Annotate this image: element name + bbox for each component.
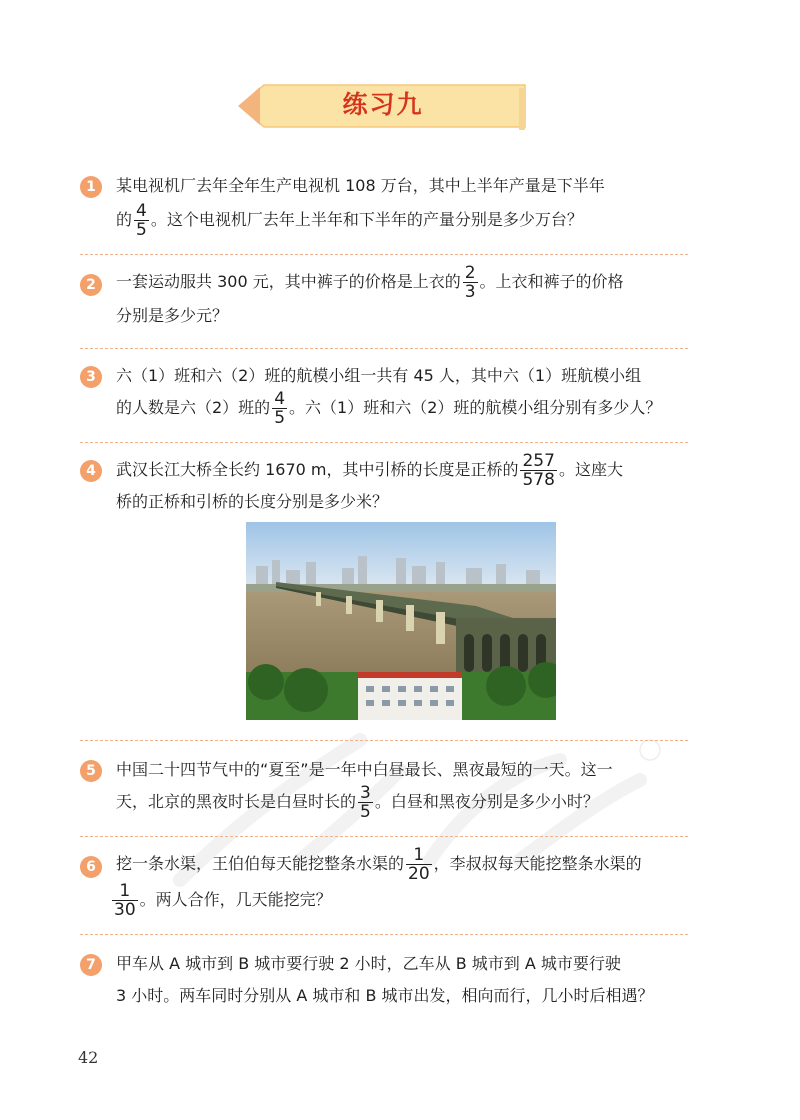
text-segment: 的 [116,210,133,229]
page-number: 42 [78,1048,99,1067]
bridge-photo [246,522,556,720]
problem-text-line [116,202,583,239]
text-segment: 武汉长江大桥全长约 1670 m，其中引桥的长度是正桥的 [116,460,519,479]
fraction-denominator: 30 [114,900,136,920]
problem-text-line [110,882,332,919]
text-segment: 。这个电视机厂去年上半年和下半年的产量分别是多少万台？ [150,210,583,229]
text-segment: 的人数是六（2）班的 [116,398,271,417]
text-segment: 。上衣和裤子的价格 [479,272,624,291]
fraction [406,846,432,883]
dashed-divider [80,934,688,935]
fraction-numerator: 1 [119,881,131,901]
dashed-divider [80,836,688,837]
problem-3 [80,364,700,434]
problem-number: 7 [80,954,102,976]
dashed-divider [80,740,688,741]
fraction-denominator: 3 [464,282,476,302]
text-segment: 。六（1）班和六（2）班的航模小组分别有多少人？ [289,398,662,417]
problem-5 [80,756,700,826]
problem-text-line: 中国二十四节气中的“夏至”是一年中白昼最长、黑夜最短的一天。这一 [116,760,613,779]
fraction-numerator: 4 [136,201,147,221]
fraction-denominator: 5 [360,802,371,822]
fraction-numerator: 2 [464,263,476,283]
dashed-divider [80,254,688,255]
problem-number: 3 [80,366,102,388]
fraction-denominator: 5 [274,408,286,428]
fraction-denominator: 20 [408,864,430,884]
text-segment: 天，北京的黑夜时长是白昼时长的 [116,792,357,811]
problem-text-line: 桥的正桥和引桥的长度分别是多少米？ [116,492,389,511]
text-segment: 。白昼和黑夜分别是多少小时？ [374,792,599,811]
problem-text-line [116,264,624,301]
problem-text-line [116,452,623,489]
problem-number: 2 [80,274,102,296]
fraction-numerator: 4 [274,389,286,409]
problem-text-line [116,784,599,821]
dashed-divider [80,348,688,349]
problem-4 [80,451,700,518]
problem-6 [80,845,700,922]
fraction-numerator: 257 [522,451,555,471]
fraction [463,264,478,301]
problem-number: 1 [80,176,102,198]
text-segment: 。这座大 [558,460,623,479]
problem-text-line: 甲车从 A 城市到 B 城市要行驶 2 小时，乙车从 B 城市到 A 城市要行驶 [116,954,621,973]
fraction [112,882,138,919]
problem-text-line: 3 小时。两车同时分别从 A 城市和 B 城市出发，相向而行，几小时后相遇？ [116,986,654,1005]
title-banner [238,82,528,130]
problem-text-line [116,846,642,883]
problem-text-line [116,390,661,427]
problem-text-line: 六（1）班和六（2）班的航模小组一共有 45 人，其中六（1）班航模小组 [116,366,642,385]
text-segment: 挖一条水渠，王伯伯每天能挖整条水渠的 [116,854,405,873]
problem-number: 6 [80,856,102,878]
fraction [272,390,287,427]
problem-text-line: 分别是多少元？ [116,306,229,325]
text-segment: 一套运动服共 300 元，其中裤子的价格是上衣的 [116,272,461,291]
page-title: 练习九 [342,90,424,119]
fraction [358,784,373,821]
dashed-divider [80,442,688,443]
text-segment: 。两人合作，几天能挖完？ [139,890,332,909]
problem-number: 4 [80,460,102,482]
problem-1 [80,172,700,242]
fraction [520,452,556,489]
fraction [134,202,149,239]
fraction-numerator: 3 [360,783,371,803]
problem-text-line: 某电视机厂去年全年生产电视机 108 万台，其中上半年产量是下半年 [116,176,605,195]
fraction-denominator: 578 [522,470,555,490]
text-segment: ，李叔叔每天能挖整条水渠的 [433,854,642,873]
problem-7 [80,952,700,1012]
fraction-denominator: 5 [136,220,147,240]
fraction-numerator: 1 [413,845,425,865]
problem-number: 5 [80,760,102,782]
problem-2 [80,263,700,340]
